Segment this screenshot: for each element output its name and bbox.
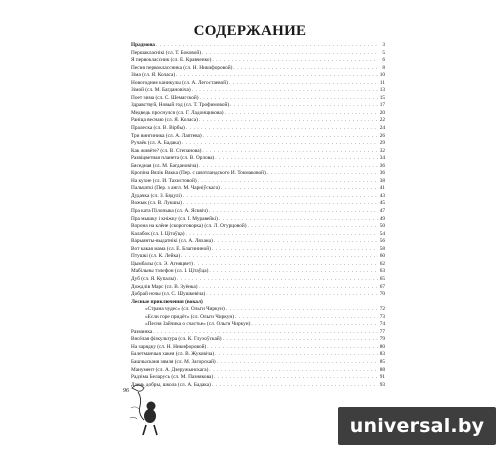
- dot-leader: [182, 140, 378, 148]
- toc-entry-title: Песня первоклассника (сл. Н. Никифоровой): [131, 64, 233, 71]
- toc-entry: [131, 314, 385, 322]
- toc-entry-page: 72: [379, 306, 385, 313]
- toc-entry: [131, 170, 385, 178]
- toc-entry-page: 74: [379, 321, 385, 328]
- toc-entry: [131, 42, 385, 50]
- toc-entry-title: Пра ката Пiлопыка (сл. А. Ясквiч): [131, 208, 208, 215]
- toc-entry: [131, 57, 385, 65]
- dot-leader: [215, 351, 378, 359]
- toc-entry-page: 79: [379, 336, 385, 343]
- page-title: СОДЕРЖАНИЕ: [193, 23, 307, 39]
- page-number: 96: [123, 388, 129, 394]
- toc-entry: [131, 253, 385, 261]
- dot-leader: [209, 208, 378, 216]
- dot-leader: [214, 238, 378, 246]
- toc-entry-title: Ворона на клёне (скороговорка) (сл. Л. Огурцовой): [131, 223, 247, 230]
- toc-entry-page: 20: [379, 109, 385, 116]
- toc-entry: [131, 367, 385, 375]
- toc-entry-page: 56: [379, 238, 385, 245]
- dot-leader: [177, 276, 378, 284]
- toc-entry-page: 17: [379, 102, 385, 109]
- toc-entry-title: Добрай ночы (сл. С. Шушкевiча): [131, 291, 206, 298]
- dot-leader: [247, 223, 378, 231]
- toc-entry-page: 5: [382, 49, 385, 56]
- toc-entry: [131, 216, 385, 224]
- toc-entry-page: 32: [379, 147, 385, 154]
- toc-entry-page: 41: [379, 185, 385, 192]
- toc-entry: [131, 261, 385, 269]
- dot-leader: [199, 163, 378, 171]
- dot-leader: [199, 284, 379, 292]
- dot-leader: [221, 185, 378, 193]
- toc-entry-title: Прадмова: [131, 42, 155, 48]
- dot-leader: [226, 306, 378, 314]
- toc-entry: [131, 382, 385, 390]
- toc-entry-title: Вот какая мама (сл. Е. Благининой): [131, 245, 211, 252]
- toc-entry-title: Ранiца веснаю (сл. Я. Коласа): [131, 117, 198, 124]
- toc-entry-title: Дзень добры, школа (сл. А. Бадака): [131, 381, 211, 388]
- toc-entry-title: Я первоклассник (сл. Е. Кравченко): [131, 57, 212, 64]
- toc-entry-page: 36: [379, 162, 385, 169]
- toc-entry-page: 38: [379, 177, 385, 184]
- dot-leader: [267, 170, 378, 178]
- dot-leader: [230, 102, 378, 110]
- toc-entry-page: 24: [379, 125, 385, 132]
- dot-leader: [207, 344, 378, 352]
- dot-leader: [192, 87, 378, 95]
- toc-entry-page: 34: [379, 155, 385, 162]
- dot-leader: [156, 42, 378, 50]
- toc-entry-page: 49: [379, 215, 385, 222]
- toc-entry-page: 43: [379, 192, 385, 199]
- toc-entry-title: Цымбалы (сл. Э. Агняцвет): [131, 260, 193, 267]
- toc-entry-page: 67: [379, 283, 385, 290]
- dot-leader: [181, 253, 378, 261]
- toc-entry: [131, 246, 385, 254]
- toc-entry: [131, 185, 385, 193]
- toc-entry-page: 62: [379, 260, 385, 267]
- toc-entry: [131, 125, 385, 133]
- toc-entry-title: Башчысканя зямля (сл. М. Загорскай): [131, 358, 216, 365]
- toc-entry: [131, 87, 385, 95]
- dot-leader: [194, 261, 378, 269]
- dot-leader: [235, 314, 378, 322]
- toc-entry: [131, 163, 385, 171]
- toc-entry-page: 63: [379, 268, 385, 275]
- toc-entry-page: 83: [379, 351, 385, 358]
- toc-entry: [131, 344, 385, 352]
- toc-entry: [131, 133, 385, 141]
- dot-leader: [183, 200, 378, 208]
- toc-entry-title: Пралеска (сл. В. Вiрбы): [131, 125, 185, 132]
- toc-entry-page: 88: [379, 366, 385, 373]
- dot-leader: [217, 359, 378, 367]
- toc-entry-page: 65: [379, 275, 385, 282]
- toc-entry-title: Как живёте? (сл. В. Степанова): [131, 147, 202, 154]
- toc-entry-title: Пальчаткi (Пер. з англ. М. Чарнiўскага): [131, 185, 220, 192]
- toc-entry: [131, 140, 385, 148]
- toc-entry-page: 50: [379, 223, 385, 230]
- toc-entry: [131, 374, 385, 382]
- toc-entry-page: 22: [379, 117, 385, 124]
- toc-entry-page: 47: [379, 208, 385, 215]
- toc-entry-page: 93: [379, 381, 385, 388]
- toc-entry-title: Медведь проснулся (сл. Г. Ладонщикова): [131, 109, 224, 116]
- dot-leader: [206, 291, 378, 299]
- toc-entry: [131, 284, 385, 292]
- toc-entry-page: 15: [379, 94, 385, 101]
- toc-entry-page: 85: [379, 358, 385, 365]
- dot-leader: [223, 336, 379, 344]
- toc-entry: [131, 95, 385, 103]
- toc-entry-page: 29: [379, 140, 385, 147]
- toc-entry-page: 58: [379, 245, 385, 252]
- toc-entry-title: Бяседная (сл. М. Багдановiча): [131, 162, 199, 169]
- dot-leader: [199, 95, 378, 103]
- dot-leader: [198, 178, 378, 186]
- toc-entry-title: Калабок (сл. I. Цiтаўца): [131, 230, 185, 237]
- toc-entry-title: Мабiльны тэлефон (сл. I. Цiтаўца): [131, 268, 209, 275]
- toc-entry: [131, 155, 385, 163]
- toc-entry-title: Першакласнiкi (сл. Т. Боковой): [131, 49, 201, 56]
- dot-leader: [212, 382, 378, 390]
- toc-entry-title: Вожык (сл. В. Лукшы): [131, 200, 182, 207]
- toc-entry-page: 73: [379, 313, 385, 320]
- dot-leader: [153, 329, 378, 337]
- dot-leader: [214, 374, 378, 382]
- toc-entry: [131, 148, 385, 156]
- toc-entry-page: 10: [379, 72, 385, 79]
- dot-leader: [209, 367, 378, 375]
- toc-entry-title: Пра мышку i кнiжку (сл. I. Муравейкi): [131, 215, 218, 222]
- toc-entry-title: На зарядку (сл. Н. Никифоровой): [131, 343, 207, 350]
- toc-entry-page: 8: [382, 64, 385, 71]
- toc-entry: [131, 231, 385, 239]
- dot-leader: [186, 231, 378, 239]
- dot-leader: [212, 57, 378, 65]
- toc-entry-title: Поет зима (сл. С. Шемагской): [131, 94, 199, 101]
- toc-entry-title: Варыянты-выдатнiкi (сл. А. Ляхана): [131, 238, 213, 245]
- toc-entry: [131, 65, 385, 73]
- toc-entry-title: На кухне (сл. И. Тахистовой): [131, 177, 197, 184]
- toc-entry-page: 70: [379, 291, 385, 298]
- toc-entry-title: Дождлiв Марс (сл. В. Зуёнка): [131, 283, 198, 290]
- toc-entry-page: 80: [379, 343, 385, 350]
- toc-entry-page: 36: [379, 170, 385, 177]
- table-of-contents: [131, 42, 385, 389]
- toc-entry-title: «Песня Зайчика о счастье» (сл. Ольги Чиркун): [145, 321, 251, 328]
- toc-entry-page: 11: [379, 79, 385, 86]
- toc-entry-title: Птушкi (сл. К. Лейка): [131, 253, 181, 260]
- toc-entry: [131, 329, 385, 337]
- toc-entry: [131, 200, 385, 208]
- toc-entry-title: Три вингиника (сл. А. Лаптева): [131, 132, 202, 139]
- toc-entry: [131, 80, 385, 88]
- toc-entry-title: Разминка: [131, 328, 153, 335]
- dot-leader: [199, 117, 378, 125]
- toc-entry: [131, 117, 385, 125]
- toc-entry-page: 26: [379, 132, 385, 139]
- toc-entry: [131, 359, 385, 367]
- toc-entry-title: Дуб (сл. Я. Купалы): [131, 275, 176, 282]
- toc-entry: [131, 336, 385, 344]
- toc-entry-title: Радзiма Беларусь (сл. М. Пазнякова): [131, 374, 214, 381]
- toc-entry-page: 77: [379, 328, 385, 335]
- dot-leader: [176, 72, 378, 80]
- toc-entry: [131, 102, 385, 110]
- toc-entry-title: «Если горе придёт» (сл. Ольги Чиркун): [145, 313, 234, 320]
- toc-entry: [131, 268, 385, 276]
- toc-entry-title: Дудачка (сл. З. Бядулi): [131, 192, 182, 199]
- dot-leader: [212, 246, 378, 254]
- toc-entry-page: 3: [382, 42, 385, 48]
- toc-entry: [131, 193, 385, 201]
- toc-entry: [131, 238, 385, 246]
- toc-entry-title: Кропiна Вялiк Вакка (Пер. с швзтландского И. Токмаковой): [131, 170, 266, 177]
- toc-entry-title: Новогодние каникулы (сл. А. Легостаевой): [131, 79, 228, 86]
- watermark-badge: universal.by: [338, 407, 496, 445]
- dot-leader: [233, 65, 378, 73]
- toc-entry-title: Ручаёк (сл. А. Бадака): [131, 140, 181, 147]
- dot-leader: [202, 148, 378, 156]
- toc-entry: [131, 299, 385, 307]
- dot-leader: [224, 110, 378, 118]
- toc-entry-page: 13: [379, 87, 385, 94]
- toc-entry-title: Манумент (сл. А. Дзеружынскага): [131, 366, 209, 373]
- mascot-illustration: [128, 378, 162, 438]
- toc-entry: [131, 223, 385, 231]
- toc-entry-page: 91: [379, 374, 385, 381]
- toc-entry-title: Здравствуй, Новый год (сл. Т. Трофимовой): [131, 102, 230, 109]
- toc-entry: [131, 110, 385, 118]
- dot-leader: [251, 321, 378, 329]
- toc-entry-title: Зiма (сл. Я. Коласа): [131, 72, 176, 79]
- toc-entry-page: 6: [382, 57, 385, 64]
- toc-entry-title: Зiмой (сл. М. Багдановiча): [131, 87, 191, 94]
- toc-entry: [131, 178, 385, 186]
- toc-entry-page: 60: [379, 253, 385, 260]
- toc-entry: [131, 50, 385, 58]
- dot-leader: [202, 50, 378, 58]
- dot-leader: [183, 193, 378, 201]
- toc-entry-title: Вясёлая фiзкультура (сл. К. Глухоўскай): [131, 336, 222, 343]
- dot-leader: [186, 125, 378, 133]
- toc-entry: [131, 306, 385, 314]
- dot-leader: [209, 268, 378, 276]
- toc-entry-title: «Страна чудес» (сл. Ольги Чиркун): [145, 306, 225, 313]
- toc-entry-page: 45: [379, 200, 385, 207]
- toc-entry-title: Балетманчыя хакея (сл. В. Жуковiча): [131, 351, 215, 358]
- toc-entry: [131, 291, 385, 299]
- toc-entry: [131, 351, 385, 359]
- dot-leader: [203, 133, 378, 141]
- toc-entry-title: Лесные приключения (вокал): [131, 298, 203, 305]
- dot-leader: [219, 216, 378, 224]
- dot-leader: [215, 155, 378, 163]
- toc-entry-title: Развiцветная планета (сл. В. Орлова): [131, 155, 215, 162]
- toc-entry: [131, 321, 385, 329]
- toc-entry: [131, 208, 385, 216]
- dot-leader: [229, 80, 378, 88]
- toc-entry: [131, 276, 385, 284]
- toc-entry: [131, 72, 385, 80]
- toc-entry-page: 54: [379, 230, 385, 237]
